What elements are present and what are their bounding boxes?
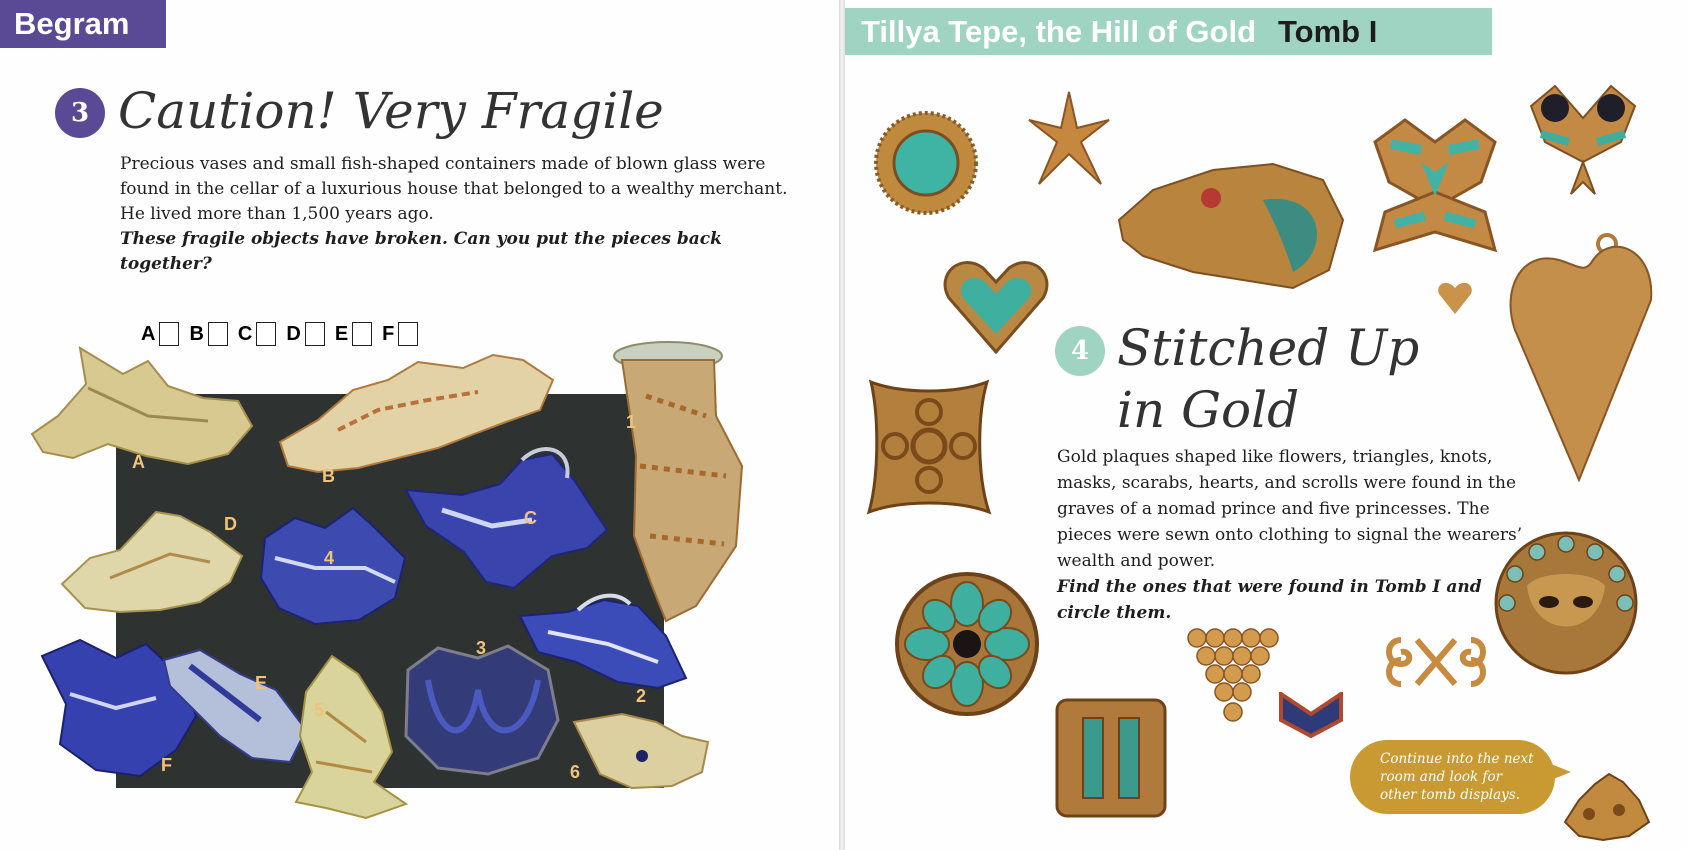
glass-vessel-1[interactable] bbox=[606, 336, 746, 626]
piece-label-b: B bbox=[322, 466, 335, 486]
body-text: Gold plaques shaped like flowers, triangles, knots, masks, scarabs, hearts, and scrolls were found in the graves of a nomad prince and five princesses. The pieces were sewn onto clothing to signal the wearers’ wealth and power. bbox=[1057, 447, 1523, 571]
intro-text-begram bbox=[120, 152, 800, 277]
instruction-text: Find the ones that were found in Tomb I and circle them. bbox=[1057, 577, 1482, 623]
piece-label-3: 3 bbox=[476, 638, 487, 658]
knot-turquoise-plaque[interactable] bbox=[1365, 112, 1505, 260]
section-tab-begram: Begram bbox=[0, 0, 166, 48]
answer-letter-a: A bbox=[141, 322, 156, 345]
small-figure-ornament[interactable] bbox=[1559, 770, 1653, 842]
glass-fragment-d[interactable] bbox=[60, 502, 250, 622]
activity-title-fragile: Caution! Very Fragile bbox=[118, 82, 664, 140]
glass-vessel-6[interactable] bbox=[572, 712, 712, 792]
piece-label-4: 4 bbox=[324, 548, 335, 568]
answer-letter-f: F bbox=[382, 322, 395, 345]
answer-letter-b: B bbox=[189, 322, 204, 345]
answer-slot-e bbox=[335, 322, 372, 346]
star-flower-plaque[interactable] bbox=[1027, 90, 1111, 190]
piece-label-a: A bbox=[132, 452, 145, 472]
answer-box-e[interactable] bbox=[352, 322, 372, 346]
round-turquoise-plaque[interactable] bbox=[873, 110, 979, 216]
answer-letter-c: C bbox=[237, 322, 253, 345]
piece-label-c: C bbox=[524, 508, 537, 528]
right-page bbox=[845, 0, 1687, 850]
answer-box-a[interactable] bbox=[159, 322, 179, 346]
piece-label-d: D bbox=[224, 514, 237, 534]
large-gold-heart[interactable] bbox=[1509, 230, 1655, 486]
glass-fragment-c[interactable] bbox=[402, 440, 612, 600]
mask-face-plaque[interactable] bbox=[1493, 530, 1639, 676]
answer-slot-d bbox=[286, 322, 324, 346]
piece-label-2: 2 bbox=[636, 686, 647, 706]
scroll-plaque[interactable] bbox=[1381, 620, 1491, 704]
answer-box-f[interactable] bbox=[398, 322, 418, 346]
body-text: Precious vases and small fish-shaped containers made of blown glass were found in the cellar of a luxurious house that belonged to a wealthy merchant. He lived more than 1,500 years ago. bbox=[120, 154, 788, 224]
piece-label-5: 5 bbox=[314, 700, 325, 720]
answer-slot-b bbox=[189, 322, 227, 346]
granulated-triangle-plaque[interactable] bbox=[1185, 626, 1281, 728]
answer-letter-e: E bbox=[334, 322, 349, 345]
answer-slot-c bbox=[238, 322, 276, 346]
butterfly-plaque[interactable] bbox=[1525, 82, 1641, 202]
piece-label-6: 6 bbox=[570, 762, 581, 782]
turquoise-heart-plaque[interactable] bbox=[941, 254, 1051, 358]
square-rosette-plaque[interactable] bbox=[861, 376, 997, 518]
activity-title-line2: in Gold bbox=[1117, 381, 1300, 439]
small-gold-heart[interactable] bbox=[1437, 280, 1473, 316]
section-tab-tillya-tepe bbox=[845, 8, 1492, 55]
activity-title-line1: Stitched Up bbox=[1117, 319, 1420, 377]
piece-label-f: F bbox=[161, 755, 172, 775]
activity-number-3: 3 bbox=[55, 88, 105, 138]
continue-speech-bubble: Continue into the next room and look for other tomb displays. bbox=[1350, 740, 1555, 814]
section-title: Tillya Tepe, the Hill of Gold bbox=[861, 14, 1257, 49]
intro-text-tillya bbox=[1057, 444, 1527, 626]
answer-box-c[interactable] bbox=[256, 322, 276, 346]
answer-box-d[interactable] bbox=[305, 322, 325, 346]
small-chevron-plaque[interactable] bbox=[1279, 692, 1343, 738]
tomb-label: Tomb I bbox=[1278, 14, 1378, 49]
piece-label-e: E bbox=[255, 673, 268, 693]
turquoise-flower-plaque[interactable] bbox=[893, 570, 1041, 718]
ram-head-plaque[interactable] bbox=[1113, 160, 1347, 296]
answer-row bbox=[141, 322, 418, 346]
left-page bbox=[0, 0, 840, 850]
glass-vessel-5[interactable] bbox=[286, 652, 426, 822]
answer-slot-f bbox=[382, 322, 418, 346]
rectangular-buckle-plaque[interactable] bbox=[1053, 696, 1169, 820]
glass-vessel-4[interactable] bbox=[255, 498, 415, 628]
answer-slot-a bbox=[141, 322, 179, 346]
instruction-text: These fragile objects have broken. Can you put the pieces back together? bbox=[120, 229, 722, 274]
activity-number-4: 4 bbox=[1055, 326, 1105, 376]
answer-box-b[interactable] bbox=[208, 322, 228, 346]
piece-label-1: 1 bbox=[626, 412, 637, 432]
answer-letter-d: D bbox=[286, 322, 301, 345]
